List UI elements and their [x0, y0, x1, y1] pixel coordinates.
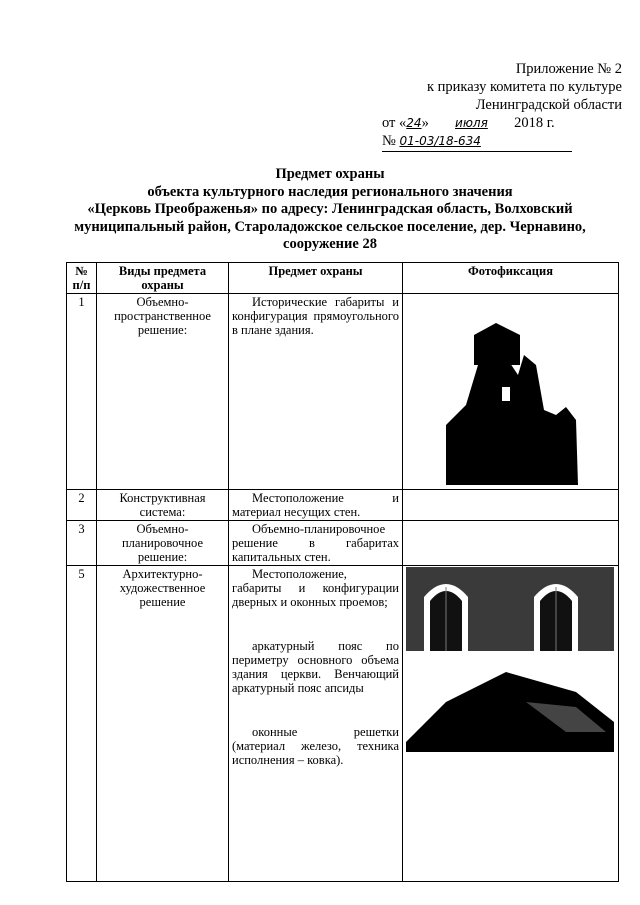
row-type: Объемно-планировочное решение:: [97, 521, 229, 566]
handwritten-number: 01-03/18-634: [399, 134, 481, 148]
row-num: 3: [67, 521, 97, 566]
row-type: Объемно-пространственное решение:: [97, 294, 229, 490]
header-num: № п/п: [67, 263, 97, 294]
header-type: Виды предмета охраны: [97, 263, 229, 294]
handwritten-month: июля: [455, 116, 488, 130]
row-subject: Исторические габариты и конфигурация прямоугольного в плане здания.: [229, 294, 403, 490]
row-subject: Местоположение и материал несущих стен.: [229, 490, 403, 521]
appendix-label: Приложение № 2: [515, 61, 622, 77]
row-num: 5: [67, 566, 97, 882]
document-header: [382, 60, 622, 152]
church-photo-1: [406, 295, 614, 485]
subject-openings: Местоположение, габариты и конфигурации дверных и оконных проемов;: [232, 567, 399, 609]
order-number: № 01-03/18-634: [382, 132, 572, 152]
handwritten-day: 24: [406, 116, 422, 130]
row-photo: [403, 566, 619, 882]
table-row: [67, 521, 619, 566]
row-photo-empty: [403, 521, 619, 566]
row-type: Архитектурно-художественное решение: [97, 566, 229, 882]
order-reference: к приказу комитета по культуре: [426, 79, 622, 95]
row-photo-empty: [403, 490, 619, 521]
table-row: [67, 566, 619, 882]
region-name: Ленинградской области: [475, 97, 622, 113]
header-subject: Предмет охраны: [229, 263, 403, 294]
table-row: [67, 294, 619, 490]
title-line-1: Предмет охраны: [275, 166, 385, 182]
title-line-5: сооружение 28: [283, 236, 377, 252]
document-title: [60, 166, 600, 254]
row-subject-group: [229, 566, 403, 882]
row-subject: Объемно-планировочное решение в габаритах капитальных стен.: [229, 521, 403, 566]
table-row: [67, 490, 619, 521]
title-line-4: муниципальный район, Староладожское сельское поселение, дер. Чернавино,: [74, 218, 586, 235]
row-num: 2: [67, 490, 97, 521]
subject-arcature: аркатурный пояс по периметру основного объема здания церкви. Венчающий аркатурный пояс апсиды: [232, 639, 399, 695]
table-header-row: [67, 263, 619, 294]
arcature-photo: [406, 662, 614, 752]
title-line-3: «Церковь Преображенья» по адресу: Ленинградская область, Волховский: [87, 201, 573, 217]
windows-photo: [406, 567, 614, 651]
subject-window-grilles: оконные решетки (материал железо, техника исполнения – ковка).: [232, 725, 399, 767]
header-photo: Фотофиксация: [403, 263, 619, 294]
row-type: Конструктивная система:: [97, 490, 229, 521]
order-date: от «24» июля 2018 г.: [382, 115, 555, 131]
protection-table: [66, 262, 619, 882]
row-num: 1: [67, 294, 97, 490]
row-photo: [403, 294, 619, 490]
title-line-2: объекта культурного наследия регионального значения: [147, 183, 513, 200]
